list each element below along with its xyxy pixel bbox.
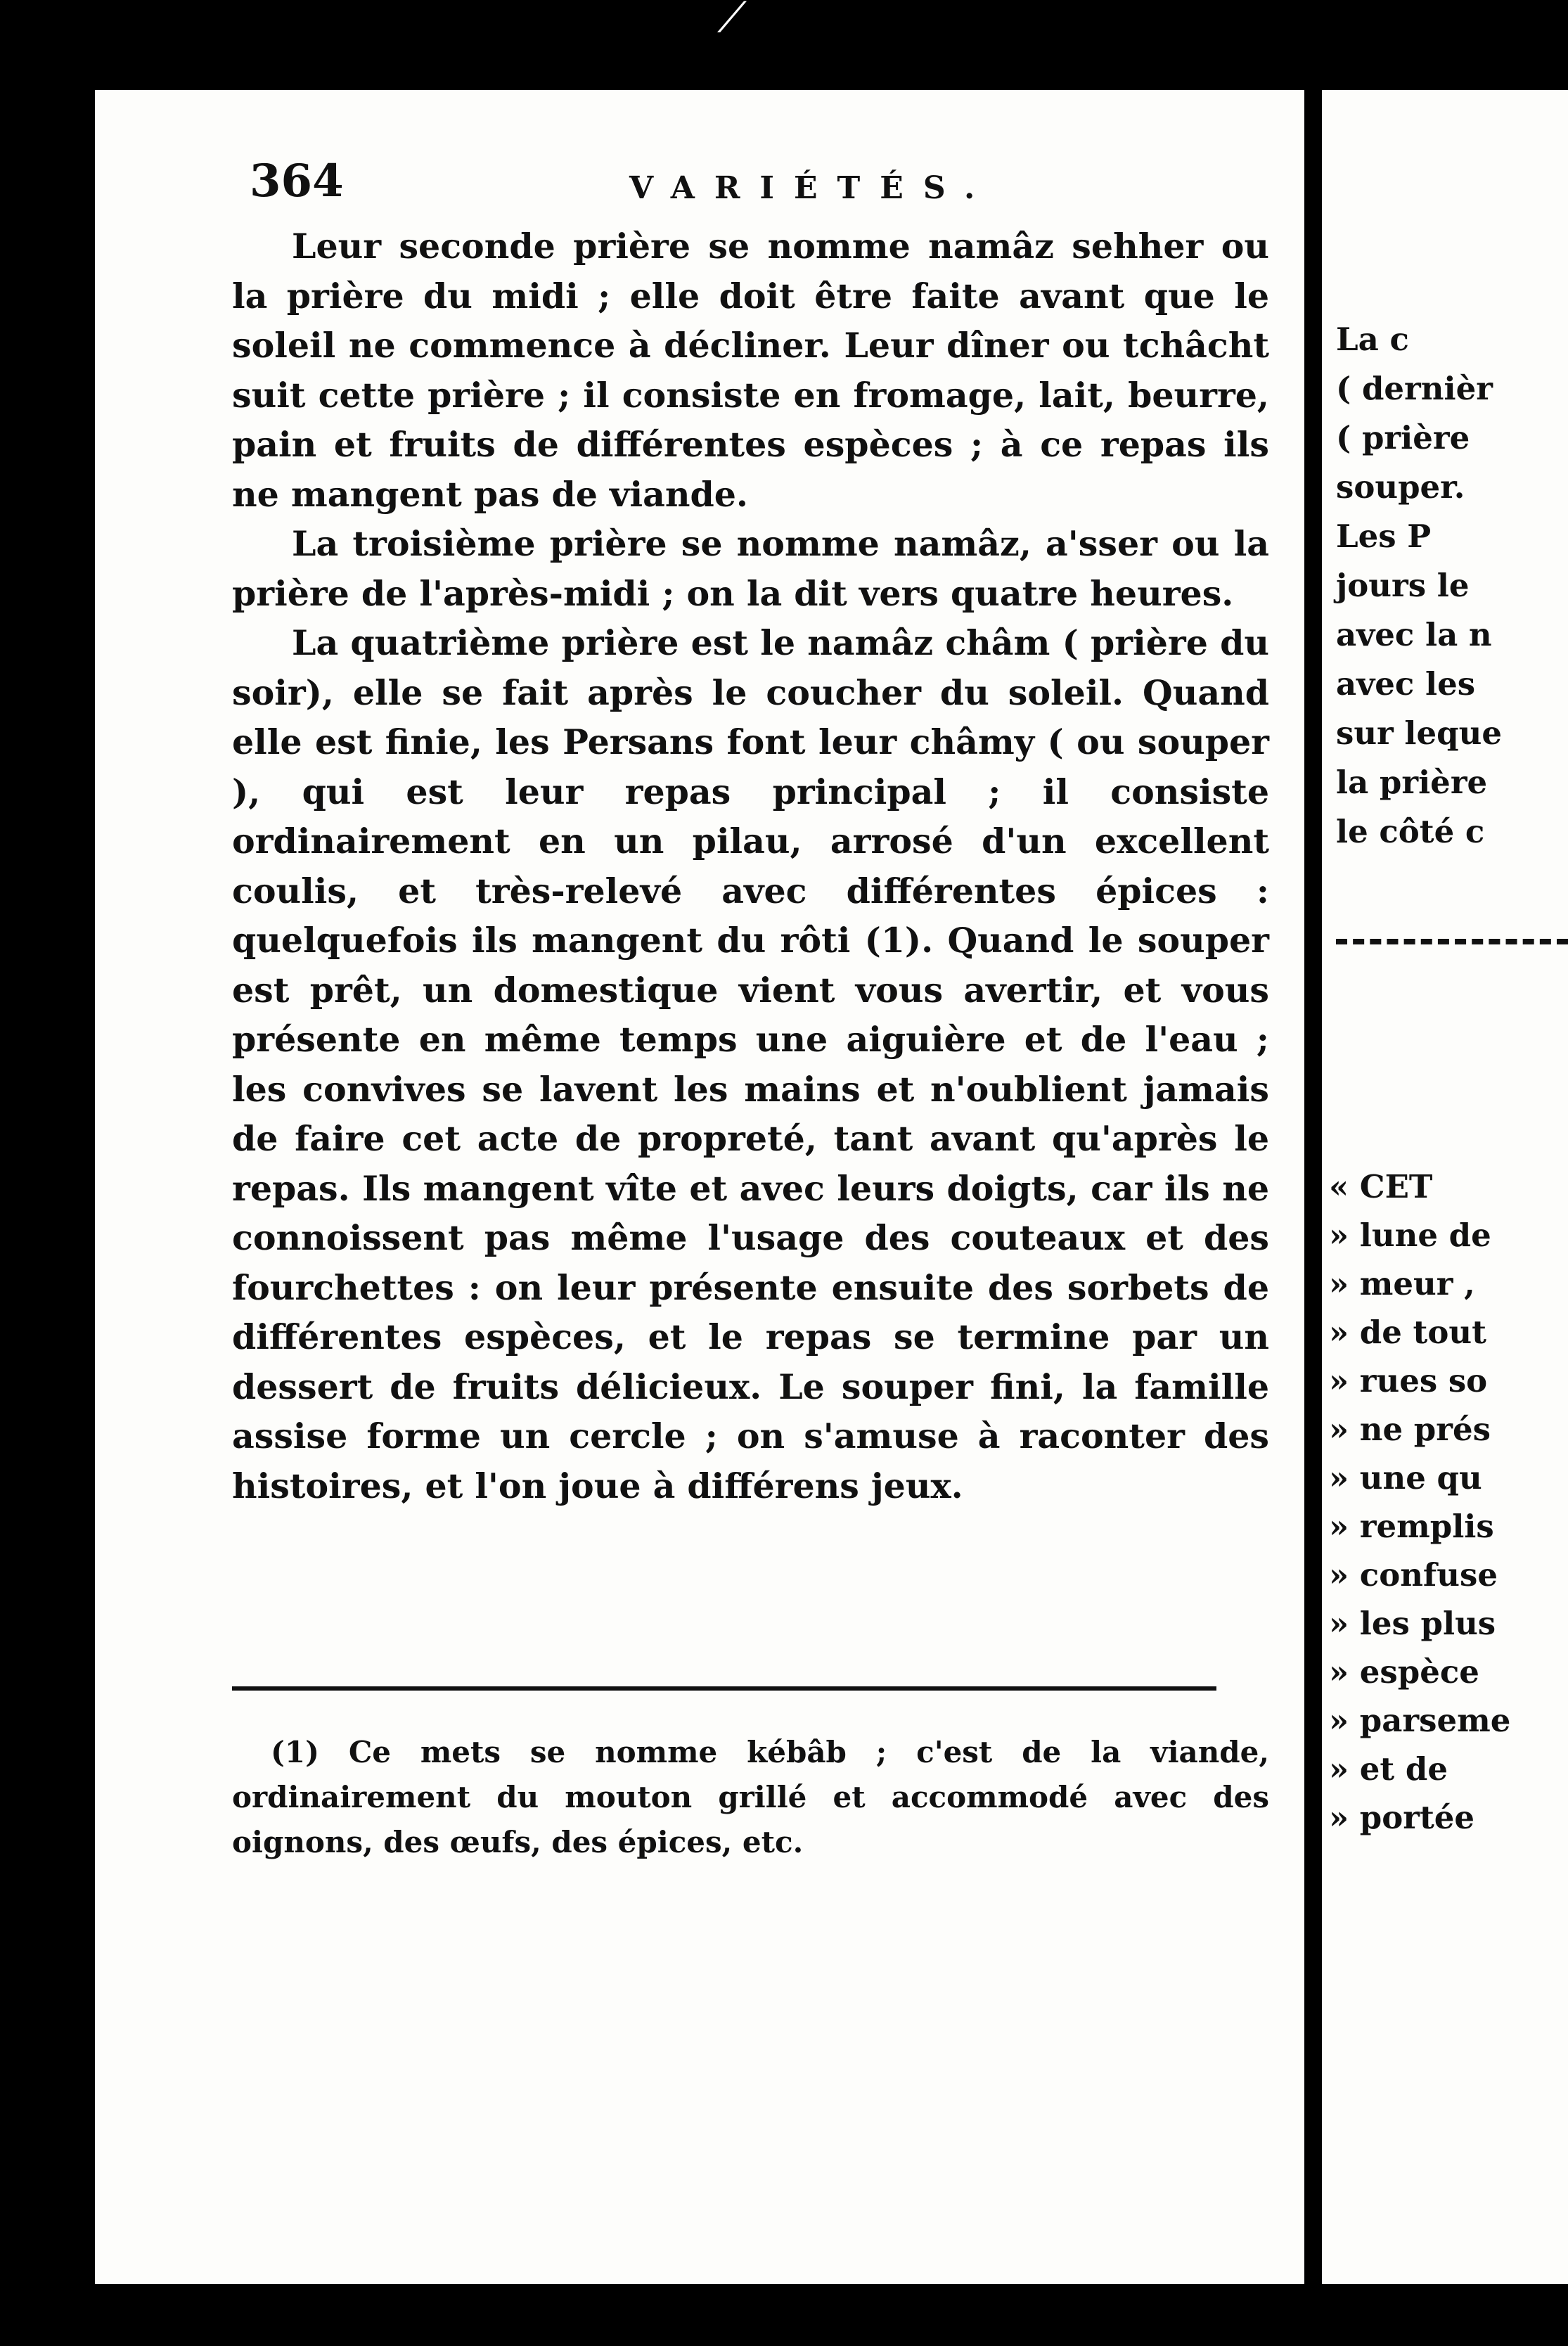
- footnote-rule: [232, 1686, 1216, 1691]
- facing-line: » ne prés: [1329, 1411, 1491, 1448]
- facing-line: souper.: [1336, 468, 1465, 506]
- facing-page: [1322, 90, 1568, 2284]
- facing-line: » confuse: [1329, 1556, 1498, 1594]
- body-text: [232, 222, 1269, 1511]
- footnote-text: (1) Ce mets se nomme kébâb ; c'est de la viande, ordinairement du mouton grillé et accommodé avec des oignons, des œufs, des épices, etc.: [232, 1735, 1269, 1859]
- facing-page-lines-top: [1336, 315, 1568, 857]
- facing-page-rule: [1336, 939, 1568, 944]
- facing-line: » une qu: [1329, 1459, 1482, 1496]
- facing-line: » les plus: [1329, 1605, 1496, 1642]
- facing-line: jours le: [1336, 567, 1470, 604]
- facing-page-lines-bottom: [1329, 1162, 1568, 1842]
- facing-line: » parseme: [1329, 1702, 1511, 1739]
- facing-line: » lune de: [1329, 1217, 1491, 1254]
- footnote: [232, 1730, 1269, 1865]
- facing-line: avec les: [1336, 665, 1476, 703]
- facing-line: » remplis: [1329, 1508, 1494, 1545]
- facing-line: ( dernièr: [1336, 370, 1493, 407]
- facing-line: le côté c: [1336, 813, 1485, 850]
- paragraph-3: La quatrième prière est le namâz châm ( prière du soir), elle se fait après le coucher du soleil. Quand elle est finie, les Persans font leur châmy ( ou souper ), qui est leur repas principal ; il consiste ordinairement en un pilau, arrosé d'un excellent coulis, et très-relevé avec différentes épices : quelquefois ils mangent du rôti (1). Quand le souper est prêt, un domestique vient vous avertir, et vous présente en même temps une aiguière et de l'eau ; les convives se lavent les mains et n'oublient jamais de faire cet acte de propreté, tant avant qu'après le repas. Ils mangent vîte et avec leurs doigts, car ils ne connoissent pas même l'usage des couteaux et des fourchettes : on leur présente ensuite des sorbets de différentes espèces, et le repas se termine par un dessert de fruits délicieux. Le souper fini, la famille assise forme un cercle ; on s'amuse à raconter des histoires, et l'on joue à différens jeux.: [232, 622, 1269, 1506]
- facing-line: » espèce: [1329, 1653, 1479, 1691]
- facing-line: » meur ,: [1329, 1265, 1475, 1302]
- facing-line: ( prière: [1336, 419, 1470, 456]
- facing-line: » et de: [1329, 1750, 1448, 1788]
- facing-line: « CET: [1329, 1168, 1433, 1205]
- facing-line: » portée: [1329, 1799, 1475, 1836]
- facing-line: sur leque: [1336, 714, 1502, 752]
- facing-line: » de tout: [1329, 1314, 1486, 1351]
- running-head: VARIÉTÉS.: [629, 170, 995, 206]
- facing-line: La c: [1336, 321, 1409, 358]
- scan-tick-mark: ⟋: [717, 0, 747, 42]
- facing-line: avec la n: [1336, 616, 1492, 653]
- paragraph-2: La troisième prière se nomme namâz, a'sser ou la prière de l'après-midi ; on la dit vers quatre heures.: [232, 523, 1269, 614]
- paragraph-1: Leur seconde prière se nomme namâz sehher ou la prière du midi ; elle doit être faite avant que le soleil ne commence à décliner. Leur dîner ou tchâcht suit cette prière ; il consiste en fromage, lait, beurre, pain et fruits de différentes espèces ; à ce repas ils ne mangent pas de viande.: [232, 226, 1269, 515]
- facing-line: la prière: [1336, 764, 1488, 801]
- page-number: 364: [250, 155, 344, 207]
- facing-line: Les P: [1336, 518, 1432, 555]
- facing-line: » rues so: [1329, 1362, 1488, 1399]
